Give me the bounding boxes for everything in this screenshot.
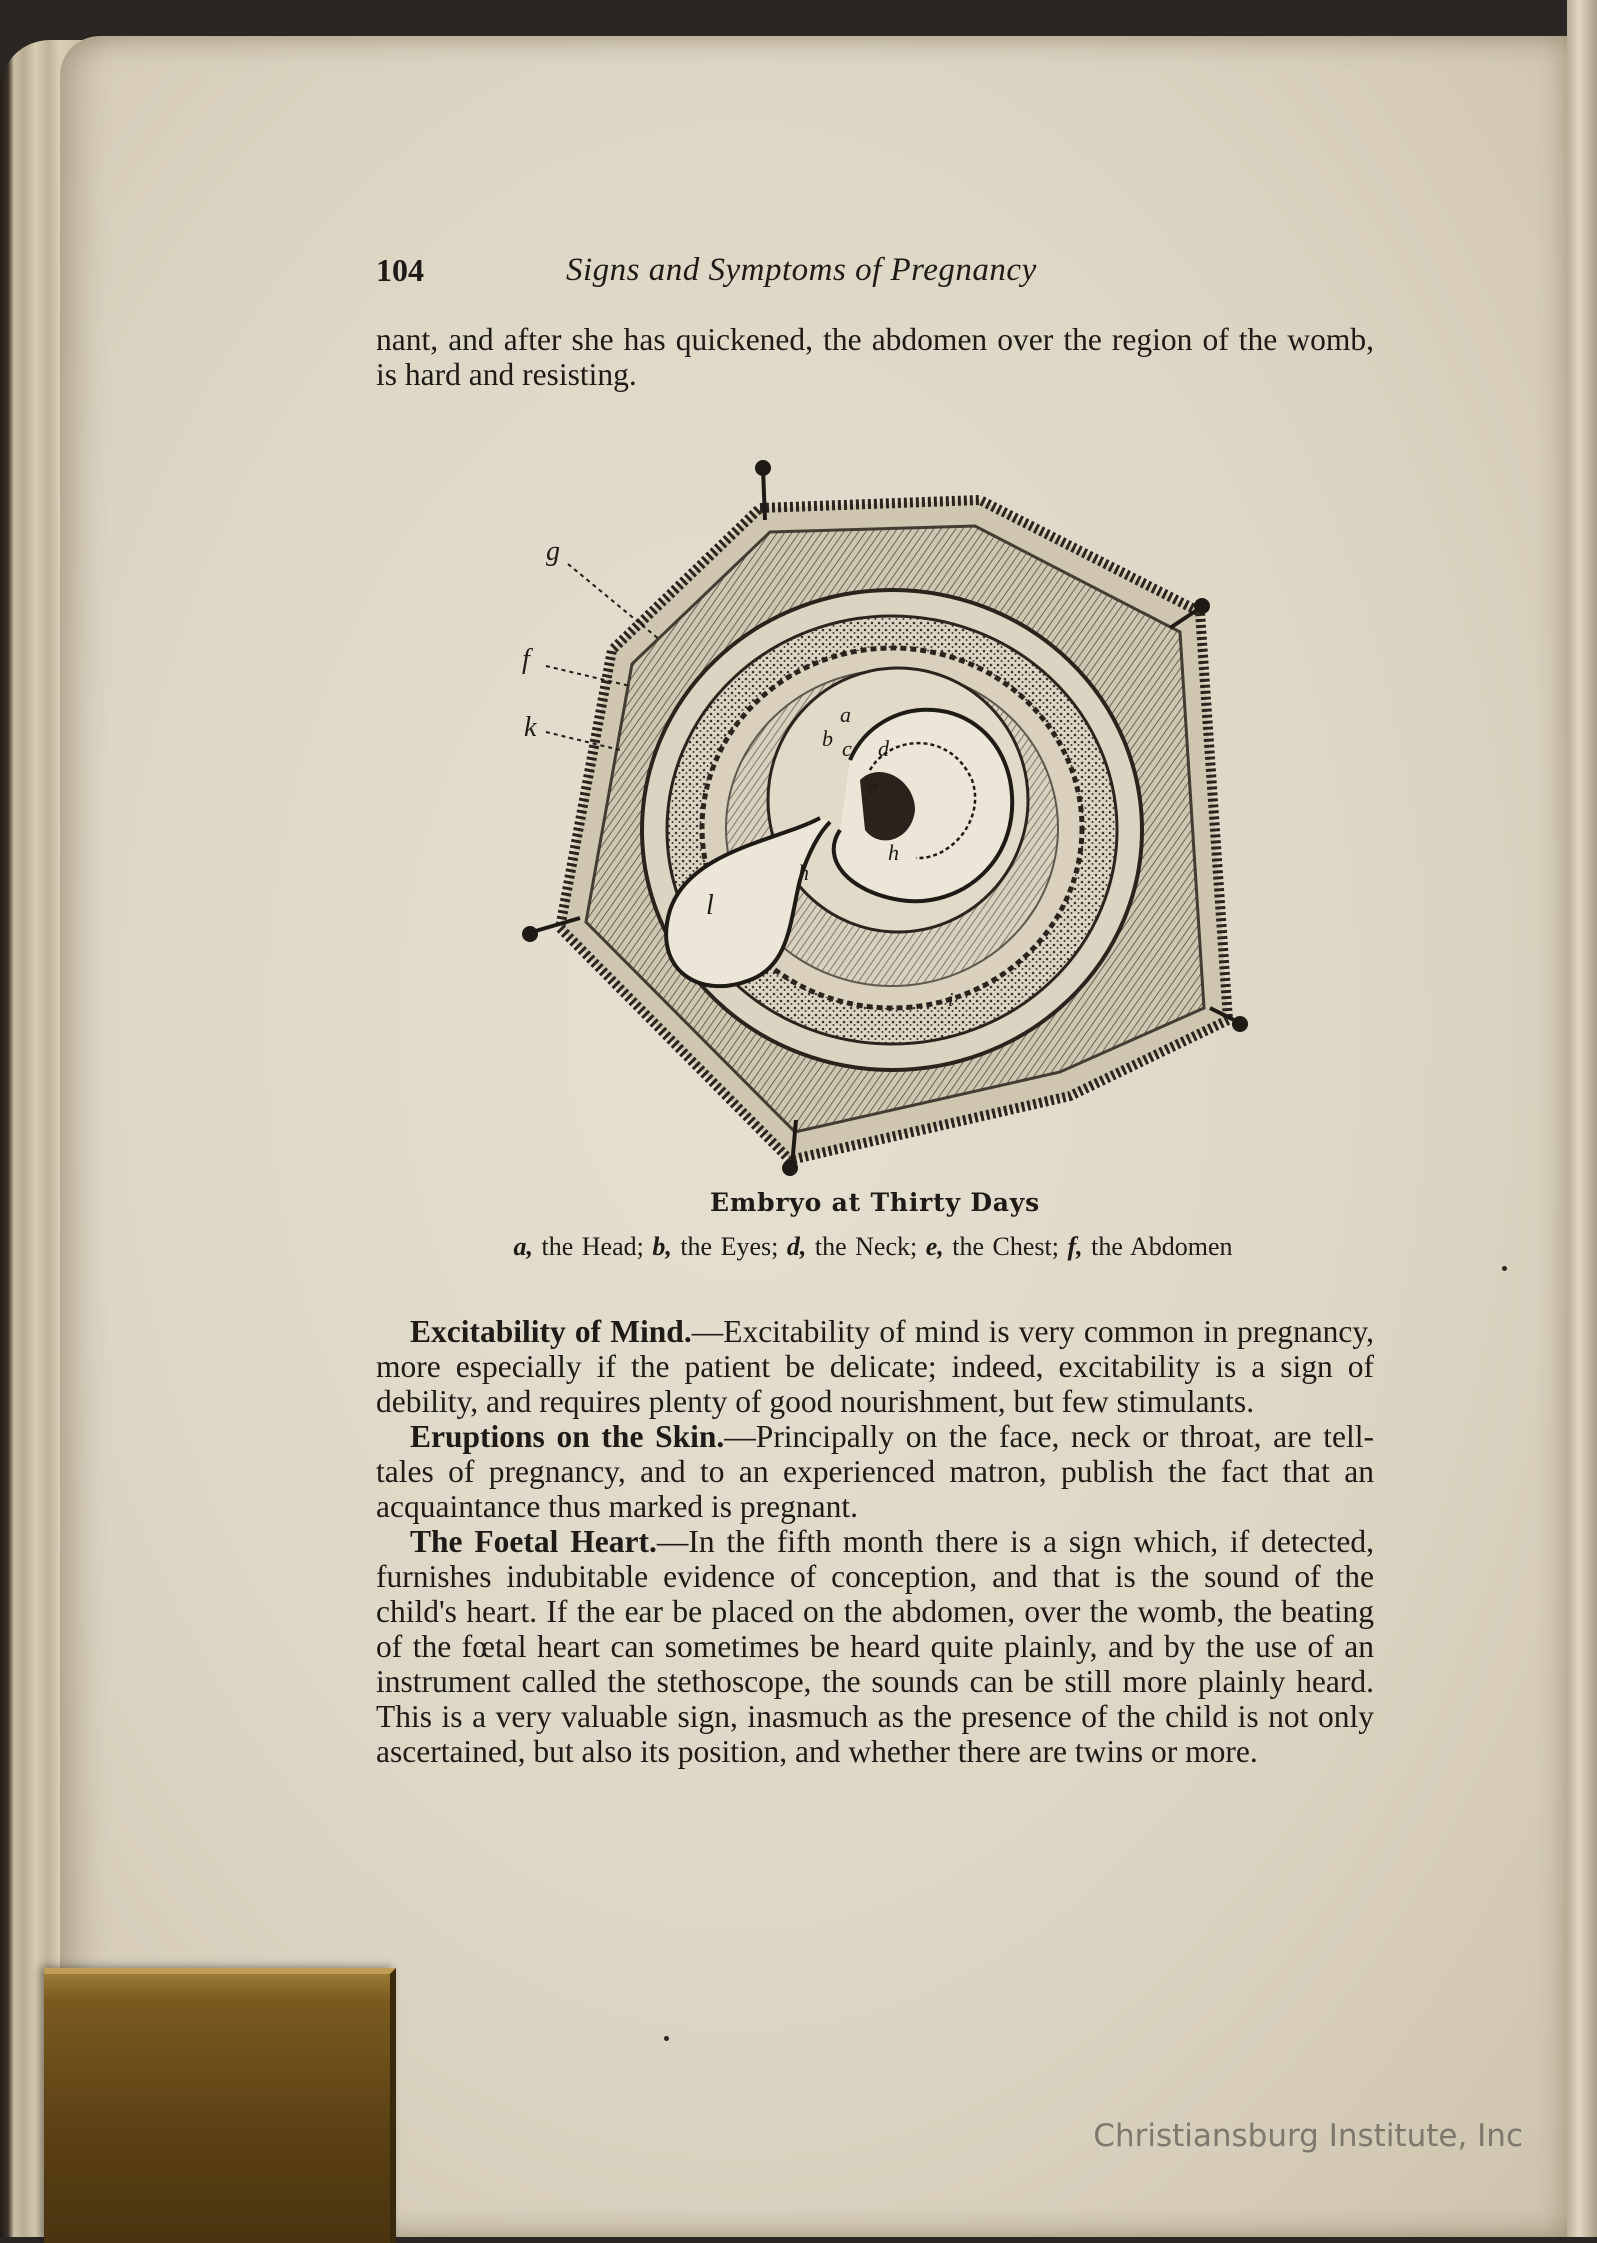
figure-legend (368, 1232, 1378, 1262)
figure-label-i: i (948, 989, 954, 1011)
figure-label-c: c (842, 736, 852, 761)
figure-label-h-right: h (888, 840, 899, 865)
legend-item: f, the Abdomen (1067, 1232, 1233, 1261)
figure-caption: Embryo at Thirty Days (709, 1188, 1041, 1217)
page-number: 104 (376, 252, 424, 288)
page-header (376, 252, 1376, 292)
page-speck (664, 2036, 669, 2041)
opening-paragraph: nant, and after she has quickened, the abdomen over the region of the womb, is hard and resisting. (376, 322, 1374, 392)
legend-item: a, the Head; (513, 1232, 653, 1261)
legend-item: d, the Neck; (786, 1232, 926, 1261)
adjacent-page-edge (1567, 0, 1597, 2237)
section-eruptions: Eruptions on the Skin.—Principally on the face, neck or throat, are tell-tales of pregnancy, and to an experienced matron, publish the fact that an acquaintance thus marked is pregnant. (376, 1419, 1375, 1524)
figure-label-e: e (868, 774, 878, 799)
section-excitability: Excitability of Mind.—Excitability of mind is very common in pregnancy, more especially if the patient be delicate; indeed, excitability is a sign of debility, and requires plenty of good nourishment, but few stimulants. (376, 1314, 1374, 1419)
figure-label-k: k (524, 712, 537, 743)
figure-label-g: g (546, 536, 560, 567)
figure-label-f: f (522, 644, 530, 675)
section-foetal-heart: The Foetal Heart.—In the fifth month there is a sign which, if detected, furnishes indubitable evidence of conception, and that is the sound of the child's heart. If the ear be placed on the abdomen, over the womb, the beating of the fœtal heart can sometimes be heard quite plainly, and by the use of an instrument called the stethoscope, the sounds can be still more plainly heard. This is a very valuable sign, inasmuch as the presence of the child is not only ascertained, but also its position, and whether there are twins or more. (376, 1524, 1374, 1769)
figure-label-b: b (822, 726, 833, 751)
legend-item: e, the Chest; (925, 1232, 1068, 1261)
figure-label-h-left: h (798, 860, 809, 885)
embryo-illustration (520, 460, 1260, 1180)
running-head: Signs and Symptoms of Pregnancy (566, 252, 1037, 288)
figure-label-a: a (840, 702, 851, 727)
body-text (376, 1314, 1374, 1769)
opening-text (376, 322, 1374, 392)
figure-label-d: d (878, 736, 889, 761)
legend-item: b, the Eyes; (652, 1232, 787, 1261)
page-speck (1502, 1266, 1507, 1271)
gold-bookmark (44, 1968, 396, 2243)
watermark: Christiansburg Institute, Inc (1093, 2118, 1523, 2154)
figure-label-l: l (706, 890, 714, 921)
